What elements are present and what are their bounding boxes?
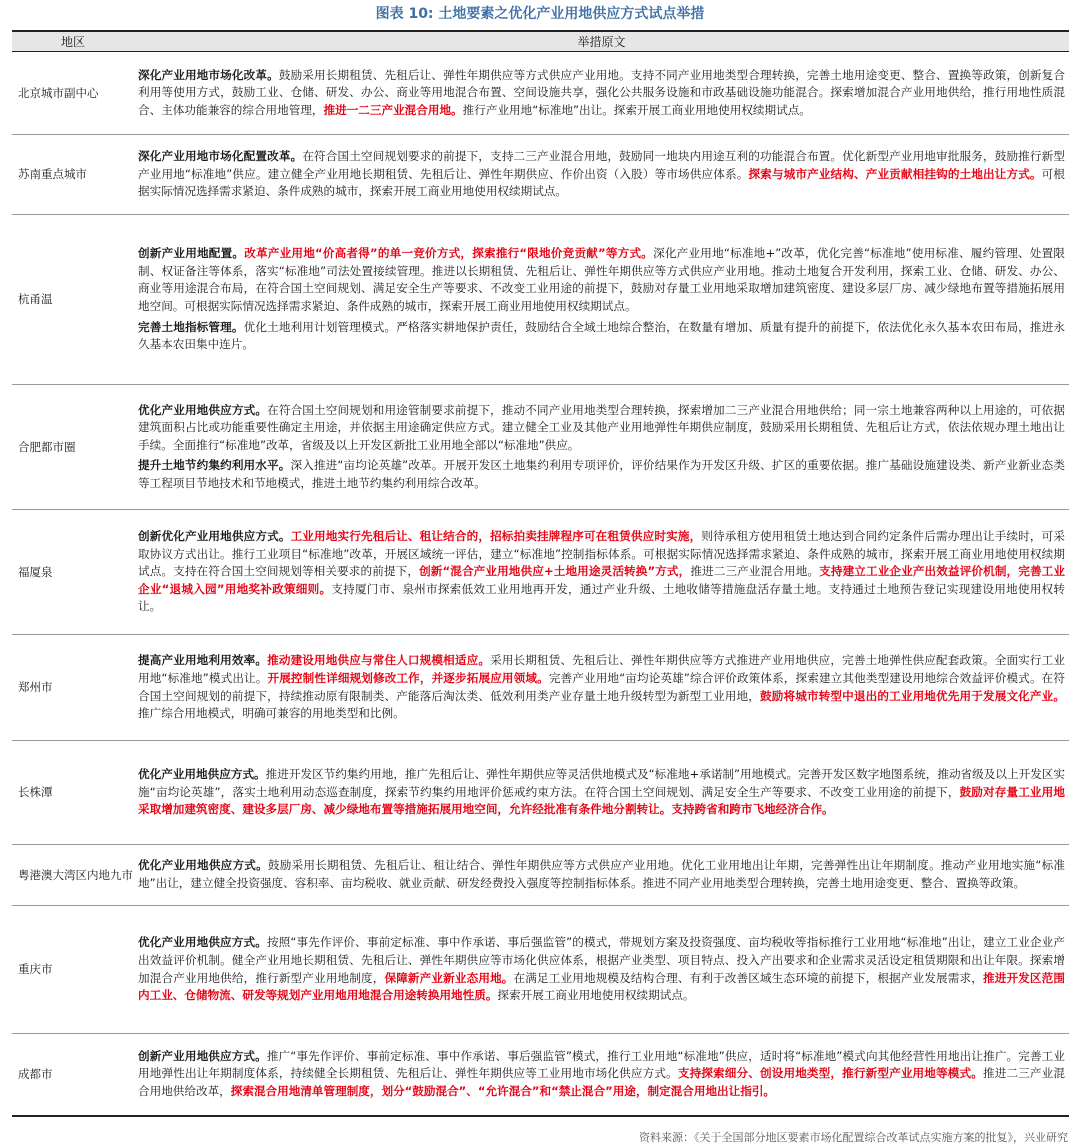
- table-row: [12, 385, 1069, 510]
- measure-heading: 提高产业用地利用效率。: [138, 653, 268, 668]
- table-row: [12, 52, 1069, 135]
- measure-paragraph: [138, 857, 1065, 892]
- measure-heading: 优化产业用地供应方式。: [138, 935, 267, 950]
- region-cell: 北京城市副中心: [12, 52, 134, 135]
- region-cell: 杭甬温: [12, 215, 134, 385]
- source-note: 资料来源：《关于全国部分地区要素市场化配置综合改革试点实施方案的批复》，兴业研究: [639, 1131, 1068, 1144]
- measures-cell: [134, 906, 1069, 1034]
- measures-cell: [134, 845, 1069, 906]
- measure-paragraph: [138, 528, 1065, 616]
- highlight-text: 开展控制性详细规划修改工作，并逐步拓展应用领域。: [267, 670, 549, 685]
- measure-heading: 创新产业用地供应方式。: [138, 1048, 267, 1063]
- measure-paragraph: [138, 652, 1065, 722]
- highlight-text: 推进开发区范围内工业、仓储物流、研发等规划产业用地用地混合用途转换用地性质。: [138, 970, 1065, 1003]
- measure-paragraph: [138, 245, 1065, 315]
- measure-text: 鼓励采用长期租赁、先租后让、租让结合、弹性年期供应等方式供应产业用地。优化工业用地出让年期，完善弹性出让年期制度。推动产业用地实施“标准地”出让，建立健全投资强度、容积率、亩均税收、就业贡献、研发经费投入强度等控制指标体系。推进不同产业用地类型合理转换，完善土地用途变更、整合、置换等政策。: [138, 858, 1065, 890]
- measure-paragraph: [138, 934, 1065, 1004]
- highlight-text: 创新“混合产业用地供应+土地用途灵活转换”方式，: [419, 564, 691, 579]
- region-cell: 成都市: [12, 1034, 134, 1116]
- measures-cell: [134, 635, 1069, 741]
- table-row: [12, 135, 1069, 215]
- measure-text: 按照“事先作评价、事前定标准、事中作承诺、事后强监管”的模式，带规划方案及投资强度、亩均税收等指标推行工业用地“标准地”出让，建立工业企业产出效益评价机制。健全产业用地长期租赁、先租后让、弹性年期供应等市场化供应体系，根据产业类型、项目特点、投入产出要求和企业需求灵活设定租赁期限和出让年限。探索增加混合产业用地供给，推行新型产业用地制度，: [138, 935, 1065, 985]
- measure-paragraph: [138, 148, 1065, 201]
- measure-paragraph: [138, 457, 1065, 492]
- header-measures: 举措原文: [134, 31, 1069, 52]
- measure-heading: 完善土地指标管理。: [138, 319, 244, 334]
- measure-text: 可根据实际情况选择需求紧迫、条件成熟的城市，探索开展工商业用地使用权续期试点。: [138, 166, 1065, 199]
- highlight-text: 鼓励将城市转型中退出的工业用地优先用于发展文化产业。: [760, 688, 1065, 703]
- table-row: [12, 1034, 1069, 1116]
- measure-paragraph: [138, 319, 1065, 354]
- measure-text: 推进开发区节约集约用地，推广先租后让、弹性年期供应等灵活供地模式及“标准地+承诺制”用地模式。完善开发区数字地图系统，推动省级及以上开发区实施“亩均论英雄”，落实土地利用动态巡查制度，探索节约集约用地评价惩戒约束方法。在符合国土空间规划、满足安全生产等要求、不改变工业用途的前提下，: [138, 767, 1065, 799]
- table-row: [12, 635, 1069, 741]
- highlight-text: 探索与城市产业结构、产业贡献相挂钩的土地出让方式。: [748, 166, 1042, 181]
- measure-text: 探索开展工商业用地使用权续期试点。: [497, 988, 695, 1003]
- region-cell: 合肥都市圈: [12, 385, 134, 510]
- measures-cell: [134, 215, 1069, 385]
- measure-heading: 创新产业用地配置。: [138, 246, 245, 261]
- table-row: [12, 510, 1069, 635]
- figure-title: 图表 10: 土地要素之优化产业用地供应方式试点举措: [375, 6, 705, 22]
- highlight-text: 支持探索细分、创设用地类型，推行新型产业用地等模式。: [677, 1066, 983, 1081]
- table-header-row: [12, 31, 1069, 52]
- measure-heading: 优化产业用地供应方式。: [138, 858, 268, 873]
- measure-paragraph: [138, 1048, 1065, 1101]
- region-cell: 福厦泉: [12, 510, 134, 635]
- measure-text: 推广“事先作评价、事前定标准、事中作承诺、事后强监管”模式，推行工业用地“标准地”供应，适时将“标准地”模式向其他经营性用地出让推广。完善工业用地弹性出让年期制度体系，持续健全长期租赁、先租后让、弹性年期供应等工业用地市场化供应方式。: [138, 1048, 1065, 1081]
- region-cell: 郑州市: [12, 635, 134, 741]
- region-cell: 重庆市: [12, 906, 134, 1034]
- measures-cell: [134, 510, 1069, 635]
- measure-text: 深入推进“亩均论英雄”改革。开展开发区土地集约利用专项评价，评价结果作为开发区升级、扩区的重要依据。推广基础设施建设类、新产业新业态类等工程项目节地技术和节地模式，推进土地节约集约利用综合改革。: [138, 458, 1065, 490]
- measure-heading: 深化产业用地市场化改革。: [138, 67, 279, 82]
- measures-cell: [134, 135, 1069, 215]
- measures-cell: [134, 1034, 1069, 1116]
- measure-heading: 创新优化产业用地供应方式。: [138, 529, 291, 544]
- measure-text: 在符合国土空间规划要求的前提下，支持二三产业混合用地，鼓励同一地块内用途互利的功能混合布置。优化新型产业用地审批服务，鼓励推行新型产业用地“标准地”供应。建立健全产业用地长期租赁、先租后让、弹性年期供应、作价出资（入股）等市场供应体系。: [138, 149, 1065, 181]
- measure-heading: 优化产业用地供应方式。: [138, 402, 268, 417]
- measure-heading: 深化产业用地市场化配置改革。: [138, 149, 303, 164]
- measures-cell: [134, 741, 1069, 845]
- measure-text: 完善产业用地“亩均论英雄”综合评价政策体系，探索建立其他类型建设用地综合效益评价模式。在符合国土空间规划的前提下，持续推动原有限制类、产能落后淘汰类、低效利用类产业存量土地升级转型为新型工业用地，: [138, 670, 1065, 703]
- measures-table: [12, 30, 1069, 1117]
- region-cell: 粤港澳大湾区内地九市: [12, 845, 134, 906]
- measure-text: 鼓励采用长期租赁、先租后让、弹性年期供应等方式供应产业用地。支持不同产业用地类型合理转换，完善土地用途变更、整合、置换等政策，创新复合利用等使用方式，鼓励工业、仓储、研发、办公、商业等用地混合布置、空间设施共享，强化公共服务设施和市政基础设施功能混合。探索增加混合产业用地供给，推行用地性质混合、主体功能兼容的综合用地管理，: [138, 67, 1065, 117]
- highlight-text: 支持建立工业企业产出效益评价机制，完善工业企业“退城入园”用地奖补政策细则。: [138, 564, 1065, 596]
- measure-heading: 优化产业用地供应方式。: [138, 767, 266, 782]
- region-cell: 苏南重点城市: [12, 135, 134, 215]
- measure-text: 则待承租方使用租赁土地达到合同约定条件后需办理出让手续时，可采取协议方式出让。推行工业项目“标准地”改革，开展区域统一评估，建立“标准地”控制指标体系。可根据实际情况选择需求紧迫、条件成熟的城市，探索开展工商业用地使用权续期试点。支持在符合国土空间规划等相关要求的前提下，: [138, 529, 1065, 579]
- highlight-text: 工业用地实行先租后让、租让结合的，招标拍卖挂牌程序可在租赁供应时实施，: [290, 529, 702, 544]
- measure-paragraph: [138, 766, 1065, 819]
- measure-text: 推进二三产业混合用地。: [690, 564, 820, 579]
- measure-text: 采用长期租赁、先租后让、弹性年期供应等方式推进产业用地供应，完善土地弹性供应配套政策。全面实行工业用地“标准地”模式出让。: [138, 653, 1065, 685]
- table-row: [12, 845, 1069, 906]
- measure-text: 支持厦门市、泉州市探索低效工业用地再开发，通过产业升级、土地收储等措施盘活存量土地。支持通过土地预告登记实现建设用地使用权转让。: [138, 581, 1065, 614]
- measure-text: 在满足工业用地规模及结构合理、有利于改善区域生态环境的前提下，根据产业发展需求，: [513, 970, 983, 985]
- highlight-text: 推动建设用地供应与常住人口规模相适应。: [267, 653, 491, 668]
- table-row: [12, 215, 1069, 385]
- header-region: 地区: [12, 31, 134, 52]
- highlight-text: 探索混合用地清单管理制度，划分“鼓励混合”、“允许混合”和“禁止混合”用途，制定混合用地出让指引。: [230, 1084, 776, 1099]
- highlight-text: 鼓励对存量工业用地采取增加建筑密度、建设多层厂房、减少绿地布置等措施拓展用地空间，允许经批准有条件地分割转让。支持跨省和跨市飞地经济合作。: [138, 784, 1065, 817]
- measure-text: 推进二三产业混合用地供给改革，: [138, 1066, 1065, 1099]
- table-row: [12, 741, 1069, 845]
- table-row: [12, 906, 1069, 1034]
- measures-cell: [134, 385, 1069, 510]
- measure-text: 深化产业用地“标准地+”改革，优化完善“标准地”使用标准、履约管理、处置限制、权证备注等体系，落实“标准地”司法处置接续管理。推进以长期租赁、先租后让、弹性年期供应等方式供应产业用地。推动土地复合开发利用，探索工业、仓储、研发、办公、商业等用途混合布局，在符合国土空间规划、满足安全生产等要求、不改变工业用途的前提下，鼓励对存量工业用地采取增加建筑密度、建设多层厂房、减少绿地布置等措施拓展用地空间。可根据实际情况选择需求紧迫、条件成熟的城市，探索开展工商业用地使用权续期试点。: [138, 246, 1065, 313]
- highlight-text: 保障新产业新业态用地。: [384, 970, 514, 985]
- highlight-text: 改革产业用地“价高者得”的单一竞价方式，探索推行“限地价竞贡献”等方式。: [244, 246, 654, 261]
- measure-heading: 提升土地节约集约利用水平。: [138, 458, 291, 473]
- measures-cell: [134, 52, 1069, 135]
- region-cell: 长株潭: [12, 741, 134, 845]
- measure-text: 在符合国土空间规划和用途管制要求前提下，推动不同产业用地类型合理转换，探索增加二三产业混合用地供给；同一宗土地兼容两种以上用途的，可依据建筑面积占比或功能重要性确定主用途，并依据主用途确定供应方式。建立健全工业及其他产业用地弹性年期供应制度，鼓励采用长期租赁、先租后让方式，依法依规办理土地出让手续。全面推行“标准地”改革，省级及以上开发区新批工业用地全部以“标准地”供应。: [138, 402, 1065, 452]
- measure-paragraph: [138, 402, 1065, 455]
- measure-text: 优化土地利用计划管理模式。严格落实耕地保护责任，鼓励结合全域土地综合整治，在数量有增加、质量有提升的前提下，依法优化永久基本农田布局，推进永久基本农田集中连片。: [138, 319, 1065, 352]
- measure-text: 推行产业用地“标准地”出让。探索开展工商业用地使用权续期试点。: [462, 102, 811, 117]
- measure-paragraph: [138, 67, 1065, 120]
- highlight-text: 推进一二三产业混合用地。: [323, 102, 463, 117]
- measure-text: 推广综合用地模式，明确可兼容的用地类型和比例。: [138, 706, 405, 721]
